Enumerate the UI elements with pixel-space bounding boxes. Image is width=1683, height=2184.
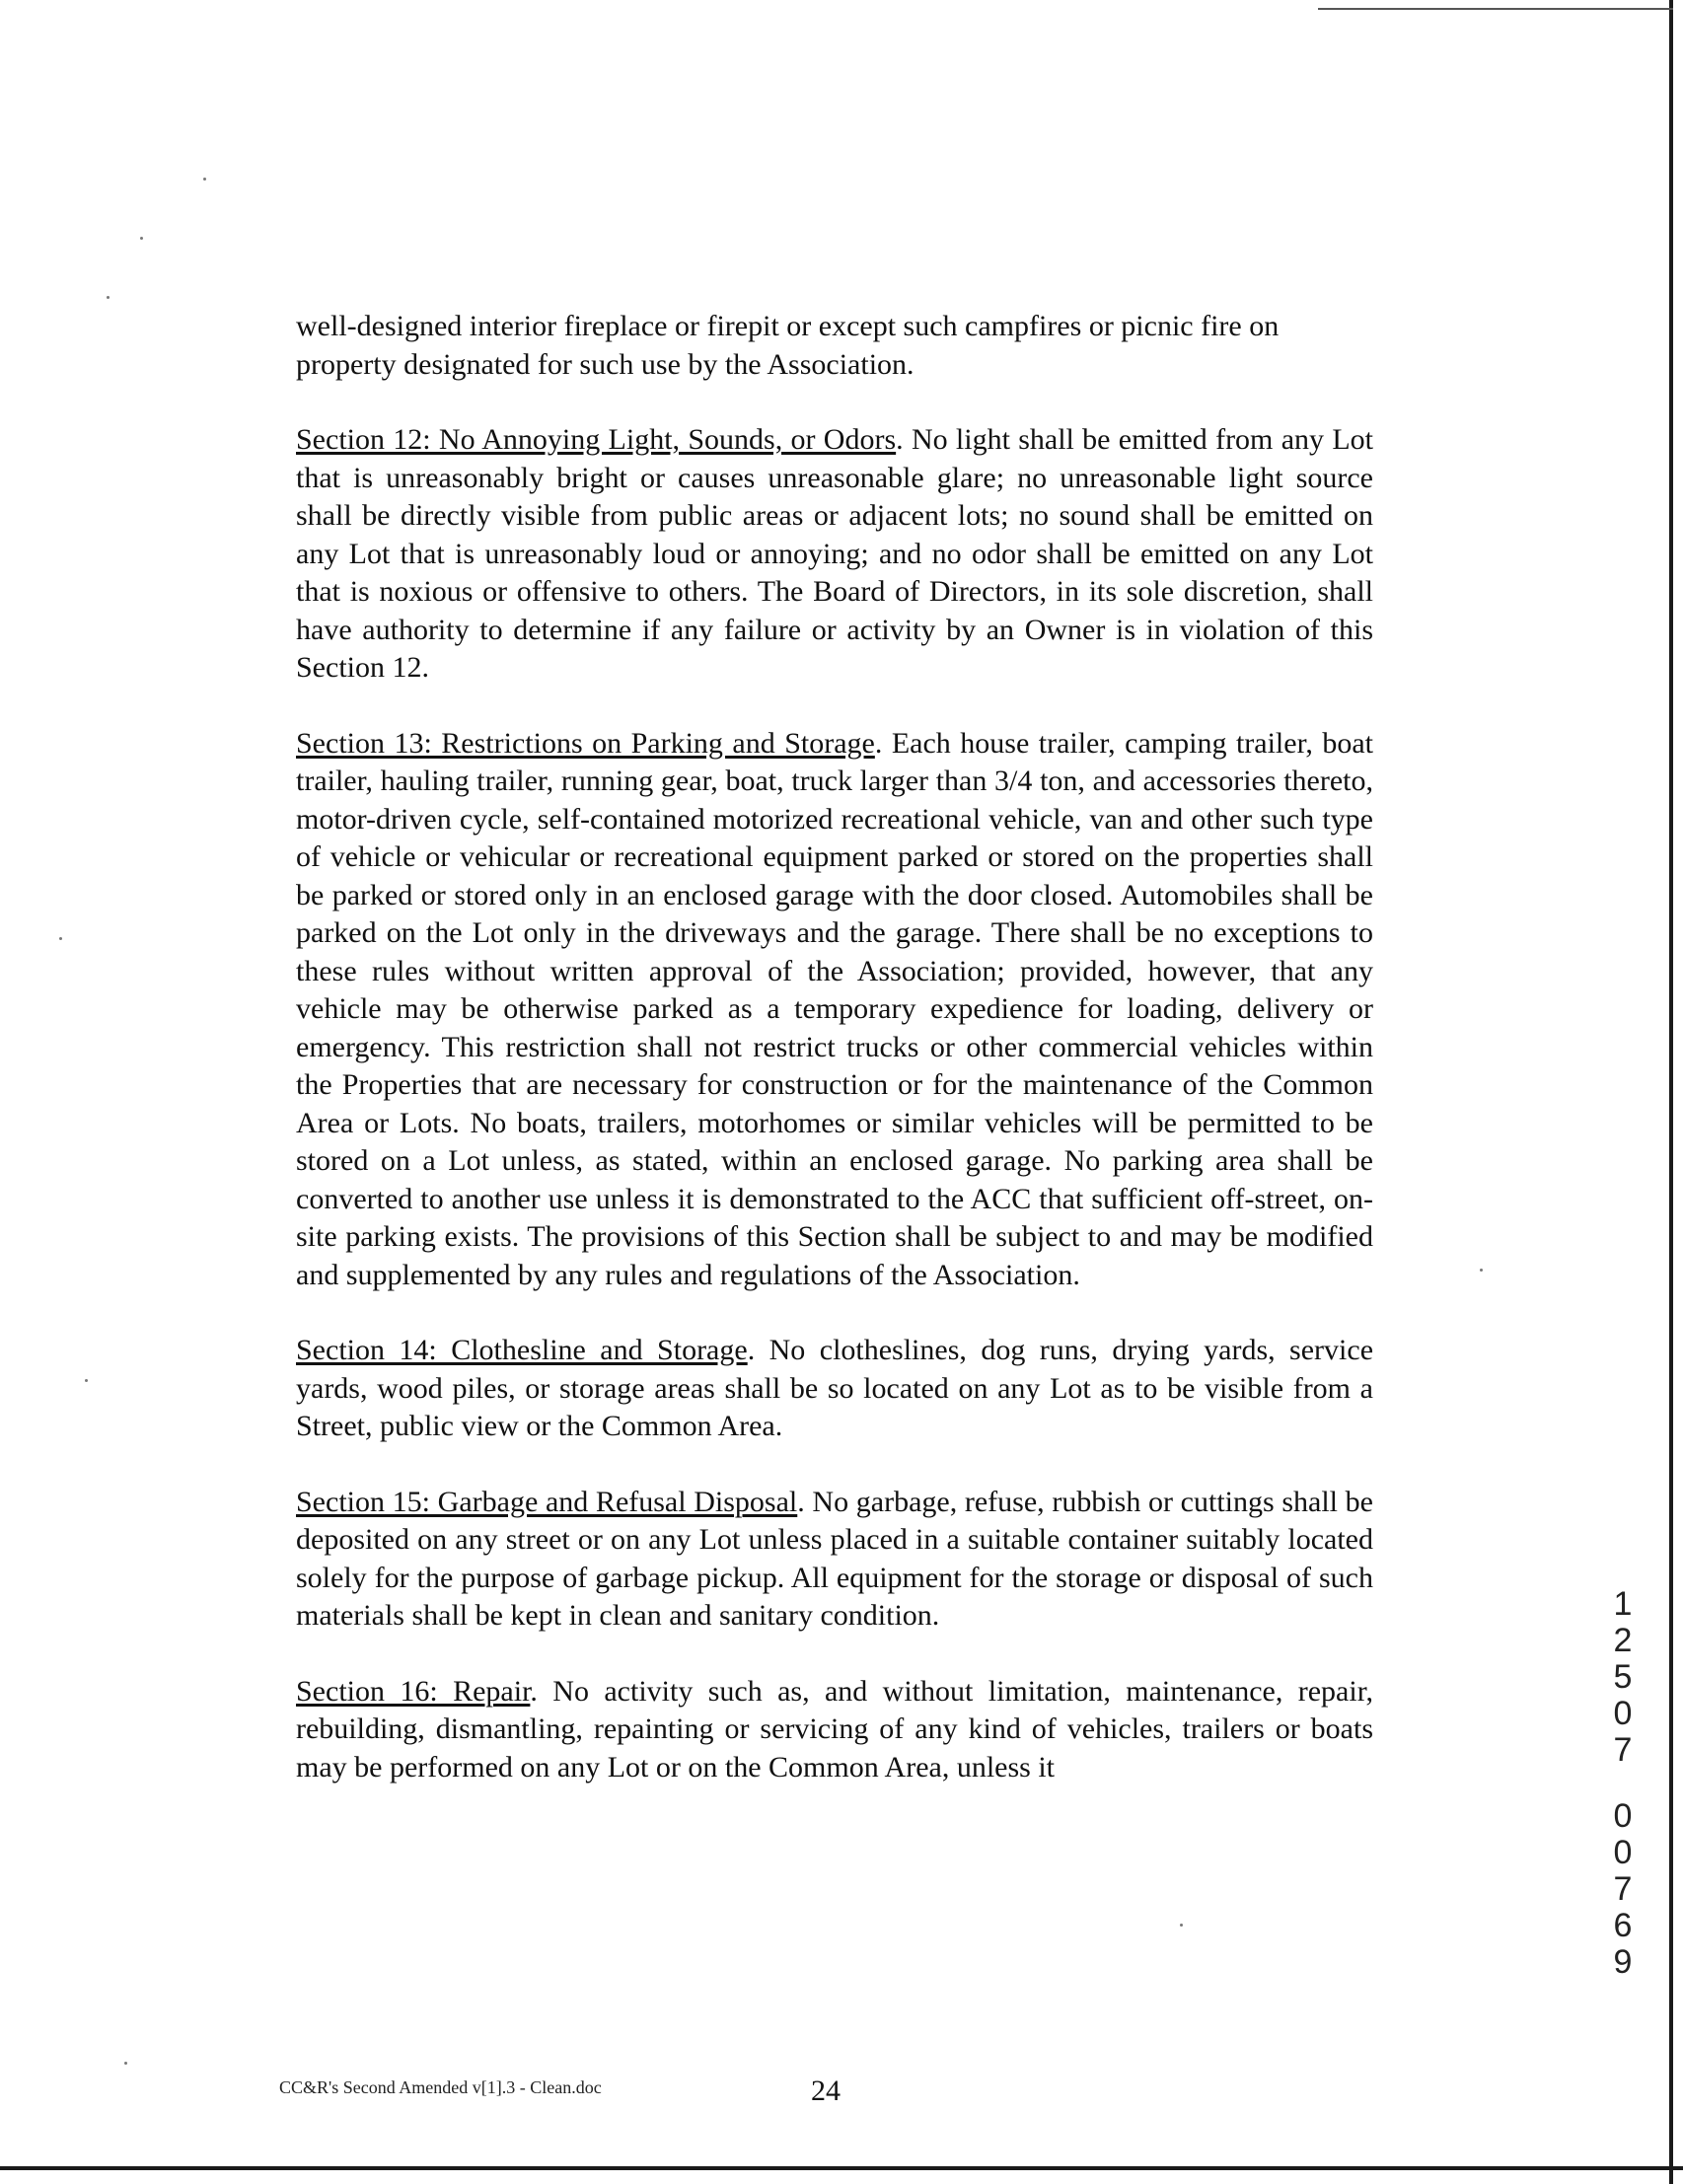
stamp-digit: 0 (1613, 1797, 1633, 1835)
page-number: 24 (811, 2075, 841, 2107)
section-heading: Section 16: Repair (296, 1674, 531, 1708)
stamp-digit: 1 (1613, 1585, 1633, 1623)
paragraph-text: well-designed interior fireplace or firepit or except such campfires or picnic fire on property designated for such use by the Association. (296, 310, 1280, 381)
section-heading: Section 15: Garbage and Refusal Disposal (296, 1485, 798, 1518)
section-15 (296, 1484, 1373, 1636)
scan-speck (140, 237, 143, 240)
stamp-gap (1608, 1769, 1638, 1798)
section-text: . No clotheslines, dog runs, drying yards, service yards, wood piles, or storage areas shall be so located on any Lot as to be visible from a Street, public view or the Common Area. (296, 1334, 1374, 1442)
document-body (296, 308, 1373, 1824)
section-text: . No garbage, refuse, rubbish or cuttings shall be deposited on any street or on any Lot unless placed in a suitable container suitably located solely for the purpose of garbage pickup. All equipment for the storage or disposal of such materials shall be kept in clean and sanitary condition. (296, 1485, 1373, 1632)
scan-edge-right (1669, 0, 1673, 2184)
stamp-digit: 5 (1613, 1658, 1633, 1696)
section-16 (296, 1673, 1373, 1787)
section-heading: Section 13: Restrictions on Parking and Storage (296, 726, 875, 760)
section-12 (296, 421, 1373, 688)
paragraph-continuation (296, 308, 1373, 384)
stamp-digit: 6 (1613, 1907, 1633, 1944)
section-14 (296, 1332, 1373, 1446)
scan-speck (85, 1379, 88, 1382)
stamp-digit: 7 (1613, 1731, 1633, 1769)
section-heading: Section 12: No Annoying Light, Sounds, or Odors (296, 423, 897, 456)
scan-speck (1480, 1269, 1483, 1272)
stamp-digit: 2 (1613, 1622, 1633, 1659)
stamp-digit: 0 (1613, 1834, 1633, 1871)
section-text: . No light shall be emitted from any Lot that is unreasonably bright or causes unreasonable glare; no unreasonable light source shall be directly visible from public areas or adjacent lots; no sound shall be emitted on any Lot that is unreasonably loud or annoying; and no odor shall be emitted on any Lot that is noxious or offensive to others. The Board of Directors, in its sole discretion, shall have authority to determine if any failure or activity by an Owner is in violation of this Section 12. (296, 423, 1373, 684)
section-text: . No activity such as, and without limitation, maintenance, repair, rebuilding, dismantling, repainting or servicing of any kind of vehicles, trailers or boats may be performed on any Lot or on the Common Area, unless it (296, 1674, 1374, 1784)
stamp-digit: 9 (1613, 1943, 1633, 1981)
section-text: . Each house trailer, camping trailer, boat trailer, hauling trailer, running gear, boat, truck larger than 3/4 ton, and accessories thereto, motor-driven cycle, self-contained motorized recreational vehicle, van and other such type of vehicle or vehicular or recreational equipment parked or stored on the properties shall be parked or stored only in an enclosed garage with the door closed. Automobiles shall be parked on the Lot only in the driveways and the garage. There shall be no exceptions to these rules without written approval of the Association; provided, however, that any vehicle may be otherwise parked as a temporary expedience for loading, delivery or emergency. This restriction shall not restrict trucks or other commercial vehicles within the Properties that are necessary for construction or for the maintenance of the Common Area or Lots. No boats, trailers, motorhomes or similar vehicles will be permitted to be stored on a Lot unless, as stated, within an enclosed garage. No parking area shall be converted to another use unless it is demonstrated to the ACC that sufficient off-street, on-site parking exists. The provisions of this Section shall be subject to and may be modified and supplemented by any rules and regulations of the Association. (296, 726, 1373, 1291)
scan-speck (107, 296, 110, 299)
scan-speck (59, 937, 62, 940)
section-13 (296, 725, 1373, 1295)
footer-filename: CC&R's Second Amended v[1].3 - Clean.doc (279, 2077, 602, 2097)
stamp-digit: 7 (1613, 1870, 1633, 1908)
scan-speck (203, 178, 206, 181)
scan-speck (1180, 1924, 1183, 1927)
scan-edge-bottom (0, 2166, 1683, 2170)
scan-speck (124, 2062, 127, 2065)
scan-edge-top (1318, 8, 1673, 10)
stamp-digit: 0 (1613, 1695, 1633, 1732)
section-heading: Section 14: Clothesline and Storage (296, 1334, 748, 1366)
recording-stamp (1608, 1586, 1638, 1981)
